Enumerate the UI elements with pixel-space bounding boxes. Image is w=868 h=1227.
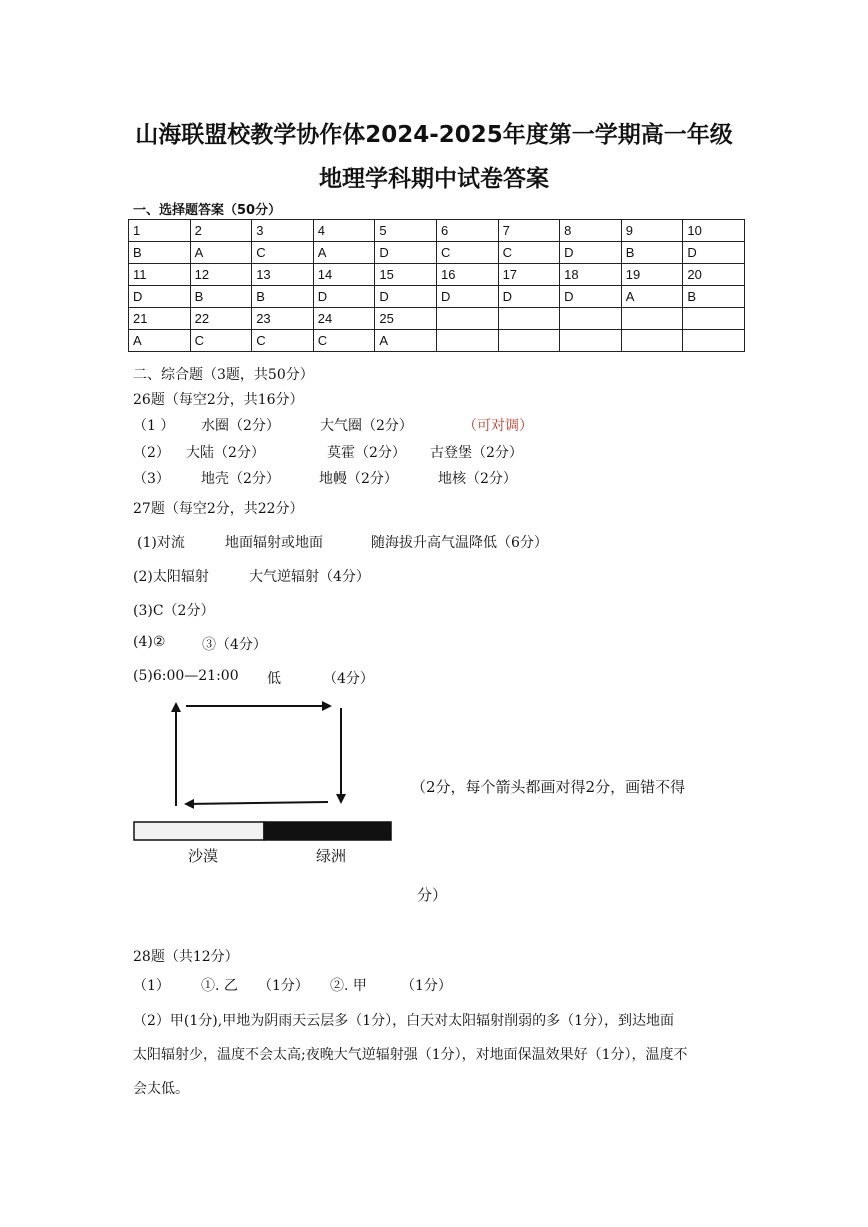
q27-part1-a: (1)对流 — [137, 535, 185, 551]
answer-table-cell: A — [129, 330, 191, 352]
q28-part1-a: ①. 乙 — [201, 978, 238, 994]
desert-label: 沙漠 — [187, 848, 219, 865]
q26-row2-answer-b: 莫霍（2分） — [327, 445, 406, 461]
answer-table-cell: 19 — [621, 264, 683, 286]
answer-table-row — [129, 220, 745, 242]
q27-part1-b: 地面辐射或地面 — [225, 535, 323, 551]
q26-row2-num: （2） — [133, 445, 170, 461]
answer-table-cell — [560, 330, 622, 352]
q28-part2-line3: 会太低。 — [133, 1081, 189, 1097]
answer-table-cell: D — [683, 242, 745, 264]
answer-table-cell: D — [436, 286, 498, 308]
q26-row3-answer-a: 地壳（2分） — [201, 471, 280, 487]
answer-table-cell: A — [313, 242, 375, 264]
answer-table-cell — [436, 308, 498, 330]
answer-table-cell — [436, 330, 498, 352]
answer-table-cell: A — [621, 286, 683, 308]
answer-table-cell: C — [190, 330, 252, 352]
section-choice-heading: 一、选择题答案（50分） — [133, 203, 282, 218]
answer-table-cell: 24 — [313, 308, 375, 330]
answer-table-cell: B — [129, 242, 191, 264]
answer-table-cell: A — [375, 330, 437, 352]
diagram-score-note-end: 分） — [417, 886, 448, 904]
answer-table-cell: C — [313, 330, 375, 352]
answer-table-cell: 5 — [375, 220, 437, 242]
answer-table-cell: D — [560, 286, 622, 308]
answer-table-cell: 20 — [683, 264, 745, 286]
answer-table-cell: C — [252, 330, 314, 352]
q26-row1-note: （可对调） — [463, 418, 533, 434]
answer-table-cell: 16 — [436, 264, 498, 286]
answer-table-cell: B — [683, 286, 745, 308]
q27-part4-b: ③（4分） — [202, 637, 267, 653]
answer-table-cell: 13 — [252, 264, 314, 286]
choice-answer-table — [128, 219, 745, 352]
document-title-line1: 山海联盟校教学协作体2024-2025年度第一学期高一年级 — [135, 122, 733, 148]
diagram-score-note: （2分，每个箭头都画对得2分，画错不得 — [411, 778, 686, 796]
answer-table-cell: C — [252, 242, 314, 264]
answer-table-row — [129, 286, 745, 308]
document-title-line2: 地理学科期中试卷答案 — [319, 166, 549, 192]
q26-row3-num: （3） — [133, 471, 170, 487]
answer-table-cell — [498, 330, 560, 352]
answer-table-cell — [683, 330, 745, 352]
arrow-bottom-left — [186, 802, 328, 804]
q28-header: 28题（共12分） — [133, 949, 239, 965]
answer-table-cell — [498, 308, 560, 330]
desert-bar — [134, 822, 264, 840]
answer-table-cell — [621, 330, 683, 352]
answer-table-cell: C — [498, 242, 560, 264]
q26-row2-answer-a: 大陆（2分） — [186, 445, 265, 461]
q28-part1-a-score: （1分） — [258, 978, 309, 994]
answer-table-cell: 1 — [129, 220, 191, 242]
answer-table-cell: D — [129, 286, 191, 308]
q26-row3-answer-b: 地幔（2分） — [319, 471, 398, 487]
q27-part5-b: 低 — [267, 671, 281, 687]
answer-table-cell: 9 — [621, 220, 683, 242]
q28-part1-num: （1） — [133, 978, 170, 994]
answer-table-cell: D — [498, 286, 560, 308]
answer-table-cell: D — [313, 286, 375, 308]
answer-table-cell: 2 — [190, 220, 252, 242]
answer-table-cell: 18 — [560, 264, 622, 286]
q28-part1-b: ②. 甲 — [330, 978, 367, 994]
section-comprehensive-heading: 二、综合题（3题，共50分） — [133, 367, 314, 383]
answer-table-cell: 12 — [190, 264, 252, 286]
answer-table-row — [129, 308, 745, 330]
q28-part2-line1: （2）甲(1分),甲地为阴雨天云层多（1分），白天对太阳辐射削弱的多（1分），到达地面 — [133, 1013, 675, 1029]
q26-row2-answer-c: 古登堡（2分） — [430, 445, 523, 461]
answer-table-row — [129, 330, 745, 352]
answer-table-cell: D — [375, 286, 437, 308]
q27-header: 27题（每空2分，共22分） — [133, 501, 304, 517]
q27-part5-a: (5)6:00—21:00 — [133, 668, 239, 684]
answer-table-cell: 23 — [252, 308, 314, 330]
oasis-label: 绿洲 — [315, 848, 347, 865]
answer-table-cell: 15 — [375, 264, 437, 286]
q27-part2-b: 大气逆辐射（4分） — [249, 569, 370, 585]
answer-table-cell: 10 — [683, 220, 745, 242]
answer-table-cell: 21 — [129, 308, 191, 330]
answer-table-cell: D — [560, 242, 622, 264]
q27-part4-a: (4)② — [133, 634, 166, 650]
answer-table-cell — [621, 308, 683, 330]
oasis-bar — [264, 822, 391, 840]
q27-part3: (3)C（2分） — [133, 603, 215, 619]
answer-table-cell: A — [190, 242, 252, 264]
answer-table-cell: 25 — [375, 308, 437, 330]
circulation-diagram — [128, 698, 398, 870]
answer-table-cell — [560, 308, 622, 330]
answer-table-cell: B — [252, 286, 314, 308]
answer-table-cell: 3 — [252, 220, 314, 242]
answer-table-cell: 22 — [190, 308, 252, 330]
answer-table-cell: 17 — [498, 264, 560, 286]
q27-part2-a: (2)太阳辐射 — [133, 569, 209, 585]
answer-table-cell: 4 — [313, 220, 375, 242]
answer-table-cell: 6 — [436, 220, 498, 242]
q28-part2-line2: 太阳辐射少，温度不会太高;夜晚大气逆辐射强（1分），对地面保温效果好（1分），温度不 — [133, 1047, 688, 1063]
q26-row1-num: （1 ） — [133, 418, 175, 434]
q26-row3-answer-c: 地核（2分） — [438, 471, 517, 487]
answer-table-cell: 7 — [498, 220, 560, 242]
answer-table-cell: 11 — [129, 264, 191, 286]
q26-row1-answer-a: 水圈（2分） — [201, 418, 280, 434]
answer-table-row — [129, 242, 745, 264]
answer-table-row — [129, 264, 745, 286]
answer-table-cell: D — [375, 242, 437, 264]
q26-header: 26题（每空2分，共16分） — [133, 392, 304, 408]
answer-table-cell: B — [190, 286, 252, 308]
q26-row1-answer-b: 大气圈（2分） — [320, 418, 413, 434]
answer-table-cell: 14 — [313, 264, 375, 286]
answer-table-cell: B — [621, 242, 683, 264]
answer-table-cell: 8 — [560, 220, 622, 242]
answer-table-cell: C — [436, 242, 498, 264]
answer-table-cell — [683, 308, 745, 330]
q27-part5-c: （4分） — [323, 671, 374, 687]
q28-part1-b-score: （1分） — [401, 978, 452, 994]
q27-part1-c: 随海拔升高气温降低（6分） — [371, 535, 548, 551]
